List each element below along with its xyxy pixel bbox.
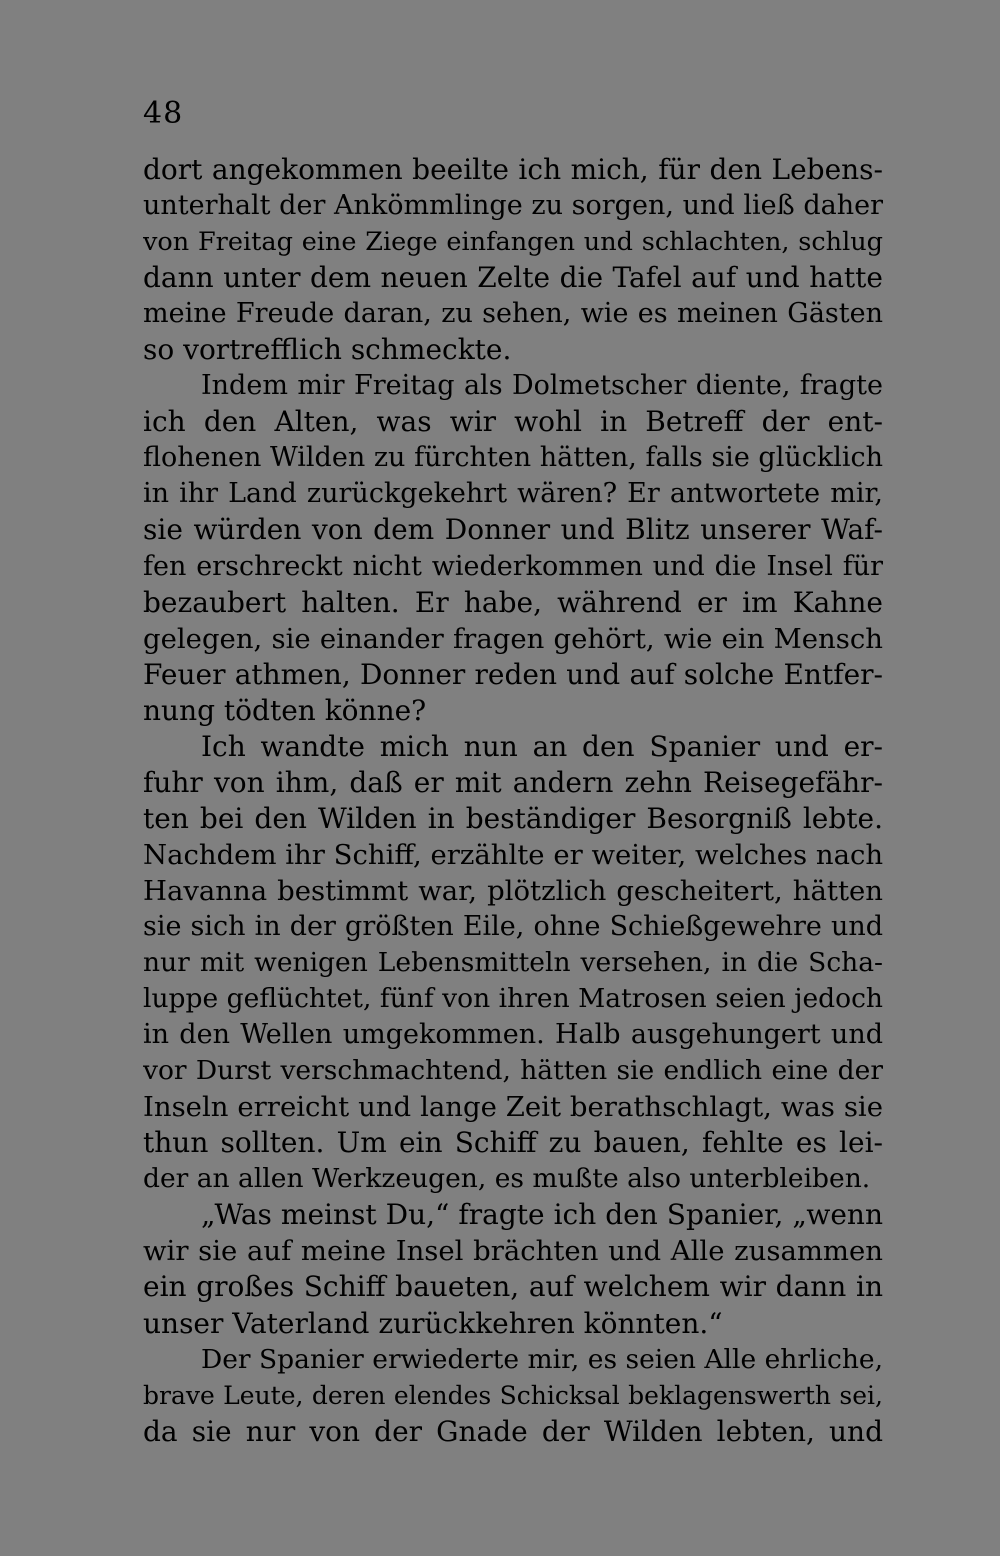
text-line: fen erschreckt nicht wiederkommen und die Insel für: [143, 550, 883, 582]
text-line: Nachdem ihr Schiff, erzählte er weiter, welches nach: [143, 838, 883, 871]
text-line: ten bei den Wilden in beständiger Besorgniß lebte.: [143, 801, 883, 835]
text-line: vor Durst verschmachtend, hätten sie endlich eine der: [143, 1055, 883, 1087]
text-line: von Freitag eine Ziege einfangen und schlachten, schlug: [143, 227, 883, 258]
text-line: fuhr von ihm, daß er mit andern zehn Reisegefähr-: [143, 765, 883, 799]
text-line: ein großes Schiff baueten, auf welchem wir dann in: [143, 1270, 883, 1304]
text-line: meine Freude daran, zu sehen, wie es meinen Gästen: [143, 298, 883, 330]
text-line: Indem mir Freitag als Dolmetscher diente, fragte: [201, 370, 883, 402]
text-line: „Was meinst Du,“ fragte ich den Spanier, „wenn: [201, 1198, 883, 1232]
text-line: Ich wandte mich nun an den Spanier und er-: [201, 729, 883, 763]
text-line: Inseln erreicht und lange Zeit berathschlagt, was sie: [143, 1091, 883, 1124]
text-line: sie würden von dem Donner und Blitz unserer Waf-: [143, 513, 883, 547]
text-line: gelegen, sie einander fragen gehört, wie ein Mensch: [143, 622, 883, 655]
body-text: [143, 152, 883, 1450]
text-line: in den Wellen umgekommen. Halb ausgehungert und: [143, 1019, 883, 1051]
text-line: thun sollten. Um ein Schiff zu bauen, fehlte es lei-: [143, 1126, 883, 1160]
text-line: Feuer athmen, Donner reden und auf solche Entfer-: [143, 657, 883, 691]
text-line: so vortrefflich schmeckte.: [143, 333, 512, 367]
text-line: Havanna bestimmt war, plötzlich gescheitert, hätten: [143, 874, 883, 907]
text-line: flohenen Wilden zu fürchten hätten, falls sie glücklich: [143, 442, 883, 474]
text-line: da sie nur von der Gnade der Wilden lebten, und: [143, 1414, 883, 1448]
text-line: luppe geflüchtet, fünf von ihren Matrosen seien jedoch: [143, 983, 883, 1015]
text-line: dort angekommen beeilte ich mich, für den Lebens-: [143, 153, 883, 186]
page-number: 48: [143, 96, 184, 131]
text-line: unser Vaterland zurückkehren könnten.“: [143, 1306, 723, 1340]
text-line: unterhalt der Ankömmlinge zu sorgen, und ließ daher: [143, 190, 883, 222]
text-line: nung tödten könne?: [143, 693, 427, 727]
text-line: ich den Alten, was wir wohl in Betreff der ent-: [143, 405, 883, 439]
text-line: in ihr Land zurückgekehrt wären? Er antwortete mir,: [143, 478, 883, 510]
text-line: wir sie auf meine Insel brächten und Alle zusammen: [143, 1235, 883, 1268]
text-line: Der Spanier erwiederte mir, es seien Alle ehrliche,: [201, 1343, 883, 1375]
text-line: der an allen Werkzeugen, es mußte also unterbleiben.: [143, 1163, 871, 1195]
text-line: dann unter dem neuen Zelte die Tafel auf und hatte: [143, 261, 883, 295]
text-line: sie sich in der größten Eile, ohne Schießgewehre und: [143, 910, 883, 942]
text-line: nur mit wenigen Lebensmitteln versehen, in die Scha-: [143, 947, 883, 979]
text-line: bezaubert halten. Er habe, während er im Kahne: [143, 585, 883, 619]
text-line: brave Leute, deren elendes Schicksal beklagenswerth sei,: [143, 1380, 883, 1410]
